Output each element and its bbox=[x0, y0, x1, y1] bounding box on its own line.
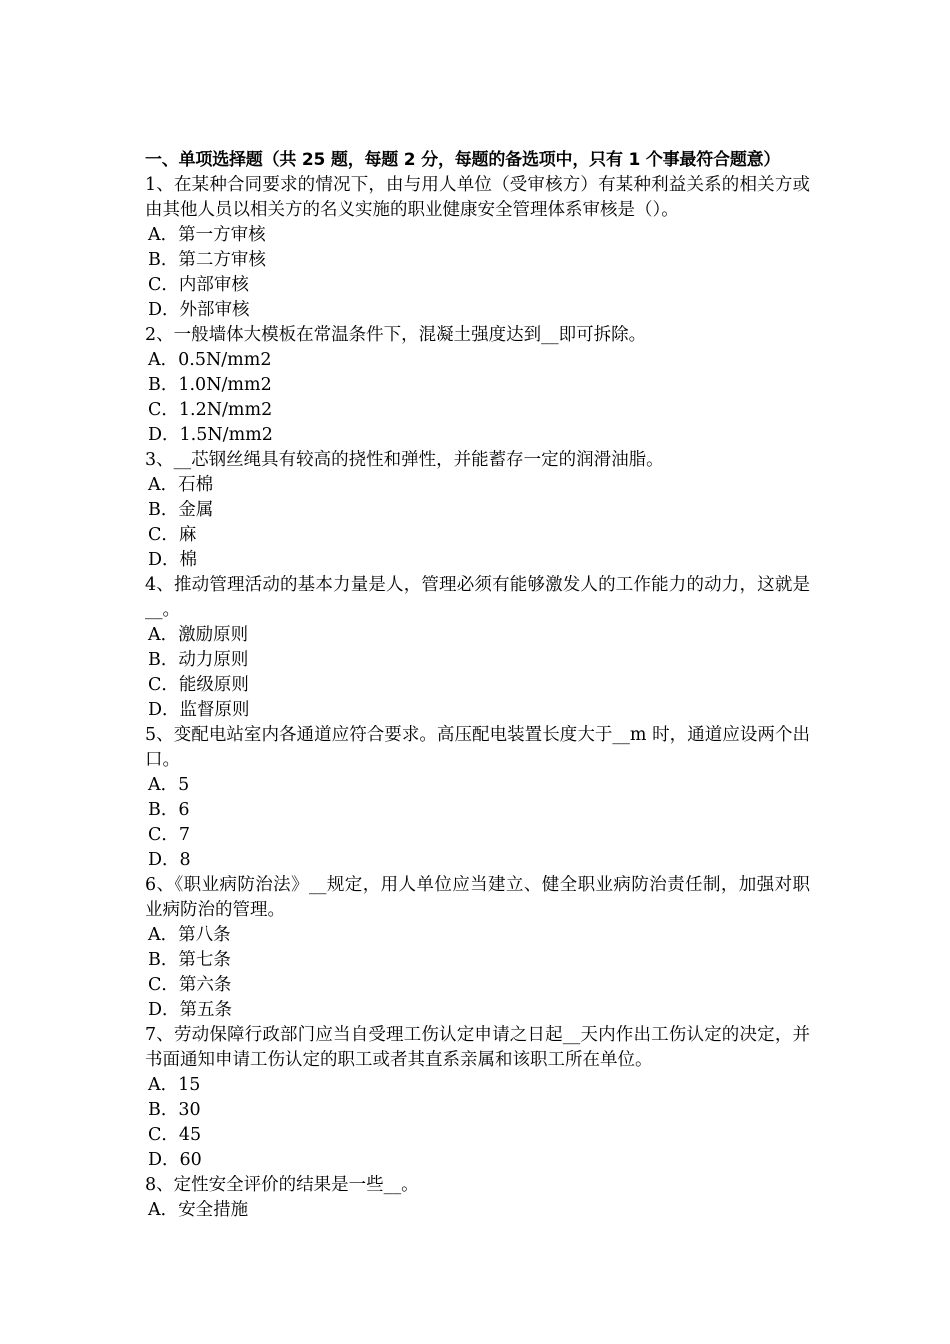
option-b: B．1.0N/mm2 bbox=[148, 375, 272, 395]
option-c: C．第六条 bbox=[148, 975, 232, 995]
option-b: B．动力原则 bbox=[148, 650, 249, 670]
question-text: 3、__芯钢丝绳具有较高的挠性和弹性，并能蓄存一定的润滑油脂。 bbox=[145, 450, 664, 470]
option-c: C．7 bbox=[148, 825, 191, 845]
option-d: D．1.5N/mm2 bbox=[148, 425, 273, 445]
option-c: C．45 bbox=[148, 1125, 202, 1145]
question-text: 8、定性安全评价的结果是一些__。 bbox=[145, 1175, 419, 1195]
option-a: A．5 bbox=[148, 775, 190, 795]
question-8 bbox=[145, 1173, 810, 1223]
question-2 bbox=[145, 323, 810, 448]
option-b: B．30 bbox=[148, 1100, 201, 1120]
option-b: B．金属 bbox=[148, 500, 214, 520]
option-b: B．第二方审核 bbox=[148, 250, 266, 270]
question-5 bbox=[145, 723, 810, 873]
question-7 bbox=[145, 1023, 810, 1173]
option-d: D．监督原则 bbox=[148, 700, 250, 720]
option-c: C．麻 bbox=[148, 525, 197, 545]
option-d: D．第五条 bbox=[148, 1000, 233, 1020]
option-a: A．15 bbox=[148, 1075, 201, 1095]
option-a: A．石棉 bbox=[148, 475, 214, 495]
option-a: A．第一方审核 bbox=[148, 225, 266, 245]
question-text: 5、变配电站室内各通道应符合要求。高压配电装置长度大于__m 时，通道应设两个出口。 bbox=[145, 725, 810, 770]
option-d: D．外部审核 bbox=[148, 300, 250, 320]
question-text: 6、《职业病防治法》__规定，用人单位应当建立、健全职业病防治责任制，加强对职业病防治的管理。 bbox=[145, 875, 810, 920]
question-text: 2、一般墙体大模板在常温条件下，混凝土强度达到__即可拆除。 bbox=[145, 325, 647, 345]
option-c: C．1.2N/mm2 bbox=[148, 400, 273, 420]
section-title: 一、单项选择题（共 25 题，每题 2 分，每题的备选项中，只有 1 个事最符合题意） bbox=[145, 150, 781, 170]
option-b: B．6 bbox=[148, 800, 190, 820]
question-4 bbox=[145, 573, 810, 723]
option-d: D．60 bbox=[148, 1150, 202, 1170]
option-c: C．内部审核 bbox=[148, 275, 249, 295]
question-text: 7、劳动保障行政部门应当自受理工伤认定申请之日起__天内作出工伤认定的决定，并书面通知申请工伤认定的职工或者其直系亲属和该职工所在单位。 bbox=[145, 1025, 810, 1070]
option-a: A．激励原则 bbox=[148, 625, 249, 645]
option-a: A．第八条 bbox=[148, 925, 231, 945]
option-d: D．8 bbox=[148, 850, 191, 870]
document-body bbox=[145, 148, 810, 1223]
option-b: B．第七条 bbox=[148, 950, 231, 970]
option-a: A．安全措施 bbox=[148, 1200, 249, 1220]
question-1 bbox=[145, 173, 810, 323]
question-6 bbox=[145, 873, 810, 1023]
question-3 bbox=[145, 448, 810, 573]
option-d: D．棉 bbox=[148, 550, 198, 570]
question-text: 4、推动管理活动的基本力量是人，管理必须有能够激发人的工作能力的动力，这就是__。 bbox=[145, 575, 810, 620]
option-c: C．能级原则 bbox=[148, 675, 249, 695]
option-a: A．0.5N/mm2 bbox=[148, 350, 272, 370]
question-text: 1、在某种合同要求的情况下，由与用人单位（受审核方）有某种利益关系的相关方或由其他人员以相关方的名义实施的职业健康安全管理体系审核是（）。 bbox=[145, 175, 810, 220]
